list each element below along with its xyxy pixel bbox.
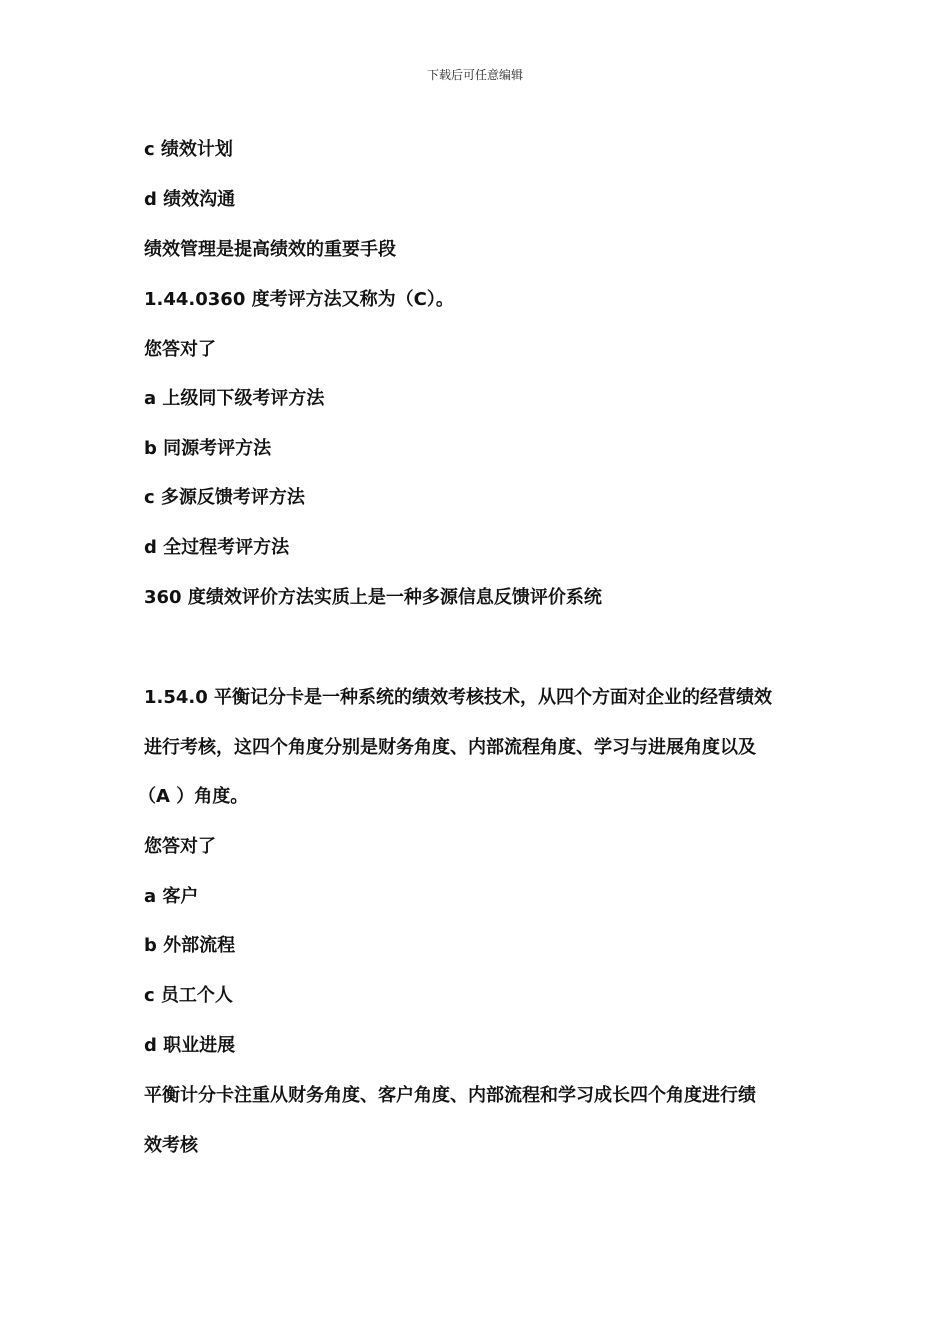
q5-question-line1: 1.54.0 平衡记分卡是一种系统的绩效考核技术，从四个方面对企业的经营绩效: [144, 687, 773, 708]
q5-option-c: c 员工个人: [144, 985, 233, 1006]
q4-feedback: 您答对了: [144, 339, 216, 360]
q4-explanation: 360 度绩效评价方法实质上是一种多源信息反馈评价系统: [144, 587, 602, 608]
q3-explanation: 绩效管理是提高绩效的重要手段: [144, 239, 396, 260]
q5-explanation-line1: 平衡计分卡注重从财务角度、客户角度、内部流程和学习成长四个角度进行绩: [144, 1085, 756, 1106]
q3-option-c: c 绩效计划: [144, 139, 233, 160]
q4-option-d: d 全过程考评方法: [144, 537, 290, 558]
q5-feedback: 您答对了: [144, 836, 216, 857]
q5-option-d: d 职业进展: [144, 1035, 236, 1056]
q5-question-line2: 进行考核，这四个角度分别是财务角度、内部流程角度、学习与进展角度以及: [144, 737, 756, 758]
q3-option-d: d 绩效沟通: [144, 189, 236, 210]
q4-option-b: b 同源考评方法: [144, 438, 272, 459]
page-header: 下载后可任意编辑: [426, 68, 523, 82]
q4-option-c: c 多源反馈考评方法: [144, 487, 305, 508]
q5-option-b: b 外部流程: [144, 935, 236, 956]
q5-explanation-line2: 效考核: [144, 1135, 198, 1156]
q4-question: 1.44.0360 度考评方法又称为（C）。: [144, 289, 454, 310]
q5-option-a: a 客户: [144, 886, 199, 907]
q4-option-a: a 上级同下级考评方法: [144, 388, 325, 409]
q5-question-line3: （A ）角度。: [138, 786, 249, 807]
